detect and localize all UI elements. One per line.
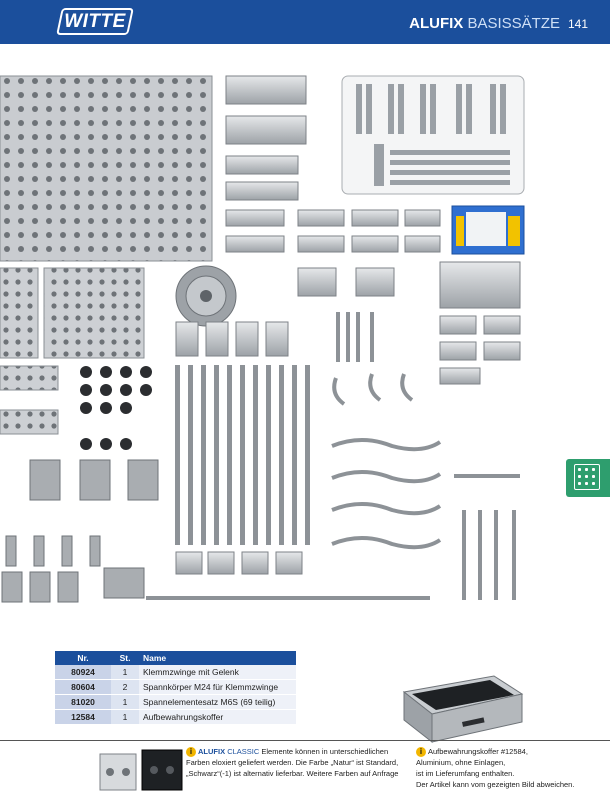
cell-nr: 12584 <box>55 710 111 725</box>
col-name: Name <box>139 651 296 665</box>
title-light: BASISSÄTZE <box>467 15 560 32</box>
cell-name: Klemmzwinge mit Gelenk <box>139 665 296 680</box>
footer-divider <box>0 740 610 741</box>
info-icon: i <box>416 747 426 757</box>
cell-name: Spannkörper M24 für Klemmzwinge <box>139 680 296 695</box>
brand-strong: ALUFIX <box>198 747 226 756</box>
page-title <box>360 15 560 32</box>
grid-plate-icon <box>574 464 600 490</box>
table-row <box>55 680 296 695</box>
product-assortment-illustration <box>0 60 540 645</box>
brand-name <box>198 747 259 756</box>
footer-note-case <box>416 746 596 790</box>
alufix-blocks-image <box>96 744 186 794</box>
storage-case-image <box>398 670 526 746</box>
table-row <box>55 695 296 710</box>
cell-st: 1 <box>111 695 139 710</box>
col-nr: Nr. <box>55 651 111 665</box>
cell-nr: 80604 <box>55 680 111 695</box>
cell-nr: 81020 <box>55 695 111 710</box>
cell-nr: 80924 <box>55 665 111 680</box>
table-row <box>55 710 296 725</box>
cell-name: Aufbewahrungskoffer <box>139 710 296 725</box>
cell-st: 1 <box>111 710 139 725</box>
footer-note-text: Elemente können in unterschiedlichen Farben eloxiert geliefert werden. Die Farbe „Natur“ ist Standard, „Schwarz“(-1) ist alternativ lieferbar. Weitere Farben auf Anfrage <box>186 747 399 779</box>
cell-name: Spannelementesatz M6S (69 teilig) <box>139 695 296 710</box>
case-note-line2: Aluminium, ohne Einlagen, <box>416 758 506 768</box>
parts-table <box>55 651 296 725</box>
info-icon: i <box>186 747 196 757</box>
brand-light: CLASSIC <box>227 747 260 756</box>
case-note-line4: Der Artikel kann vom gezeigten Bild abweichen. <box>416 780 575 790</box>
page-number: 141 <box>568 17 589 31</box>
cell-st: 1 <box>111 665 139 680</box>
title-strong: ALUFIX <box>409 15 464 32</box>
footer-note-color <box>186 746 401 779</box>
witte-logo <box>56 8 134 35</box>
case-note-line1: Aufbewahrungskoffer #12584, <box>428 747 528 756</box>
logo-text: WITTE <box>64 11 126 32</box>
col-st: St. <box>111 651 139 665</box>
cell-st: 2 <box>111 680 139 695</box>
table-row <box>55 665 296 680</box>
section-tab[interactable] <box>566 459 610 497</box>
table-header-row <box>55 651 296 665</box>
case-note-line3: ist im Lieferumfang enthalten. <box>416 769 515 779</box>
page-header <box>0 0 610 44</box>
